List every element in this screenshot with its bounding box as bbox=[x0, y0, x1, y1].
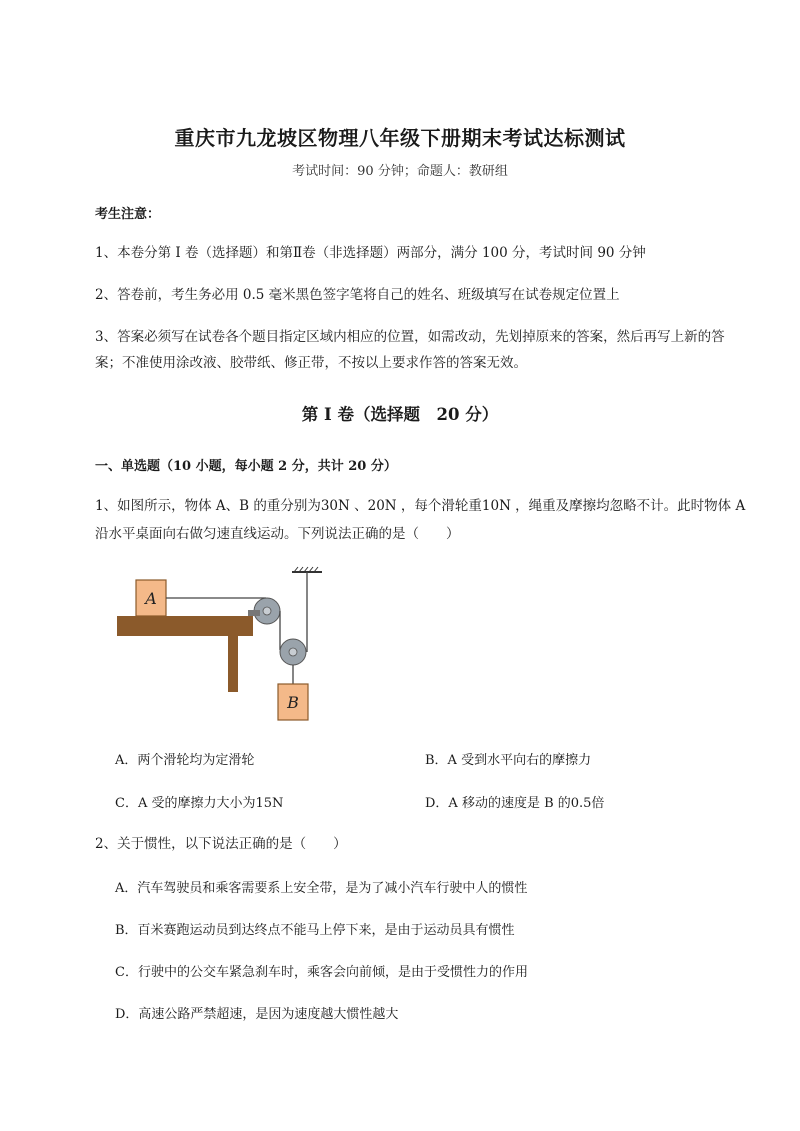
q1-option-c[interactable]: C．A 受的摩擦力大小为15N bbox=[115, 796, 284, 811]
part-heading: 一、单选题（10 小题，每小题 2 分，共计 20 分） bbox=[95, 459, 397, 474]
q2-option-a[interactable]: A．汽车驾驶员和乘客需要系上安全带，是为了减小汽车行驶中人的惯性 bbox=[115, 881, 528, 896]
q1-option-a[interactable]: A．两个滑轮均为定滑轮 bbox=[115, 753, 255, 768]
q1-option-b[interactable]: B．A 受到水平向右的摩擦力 bbox=[425, 753, 592, 768]
exam-title: 重庆市九龙坡区物理八年级下册期末考试达标测试 bbox=[174, 126, 626, 150]
q1-option-d[interactable]: D．A 移动的速度是 B 的0.5倍 bbox=[425, 796, 605, 811]
block-a-label: A bbox=[145, 589, 157, 608]
table-top bbox=[117, 616, 253, 636]
table-leg bbox=[228, 636, 238, 692]
exam-subtitle: 考试时间：90 分钟；命题人：教研组 bbox=[292, 164, 508, 179]
q2-option-c[interactable]: C．行驶中的公交车紧急刹车时，乘客会向前倾，是由于受惯性力的作用 bbox=[115, 965, 528, 980]
pulley-bracket bbox=[248, 610, 260, 616]
question-1-stem: 1、如图所示，物体 A、B 的重分别为30N 、20N ，每个滑轮重10N ，绳重及摩擦均忽略不计。此时物体 A 沿水平桌面向右做匀速直线运动。下列说法正确的是（ ） bbox=[95, 498, 746, 542]
block-b-label: B bbox=[287, 693, 299, 712]
notes-heading: 考生注意： bbox=[95, 207, 161, 222]
note-1: 1、本卷分第 I 卷（选择题）和第Ⅱ卷（非选择题）两部分，满分 100 分，考试时间 90 分钟 bbox=[95, 245, 646, 261]
q2-option-d[interactable]: D．高速公路严禁超速，是因为速度越大惯性越大 bbox=[115, 1007, 399, 1022]
note-3: 3、答案必须写在试卷各个题目指定区域内相应的位置，如需改动，先划掉原来的答案，然后再写上新的答案；不准使用涂改液、胶带纸、修正带，不按以上要求作答的答案无效。 bbox=[95, 329, 725, 371]
note-2: 2、答卷前，考生务必用 0.5 毫米黑色签字笔将自己的姓名、班级填写在试卷规定位置上 bbox=[95, 287, 620, 303]
q2-option-b[interactable]: B．百米赛跑运动员到达终点不能马上停下来，是由于运动员具有惯性 bbox=[115, 923, 515, 938]
question-2-stem: 2、关于惯性，以下说法正确的是（ ） bbox=[95, 836, 347, 852]
pulley-diagram bbox=[114, 566, 334, 726]
section-title: 第 I 卷（选择题 20 分） bbox=[301, 405, 499, 424]
